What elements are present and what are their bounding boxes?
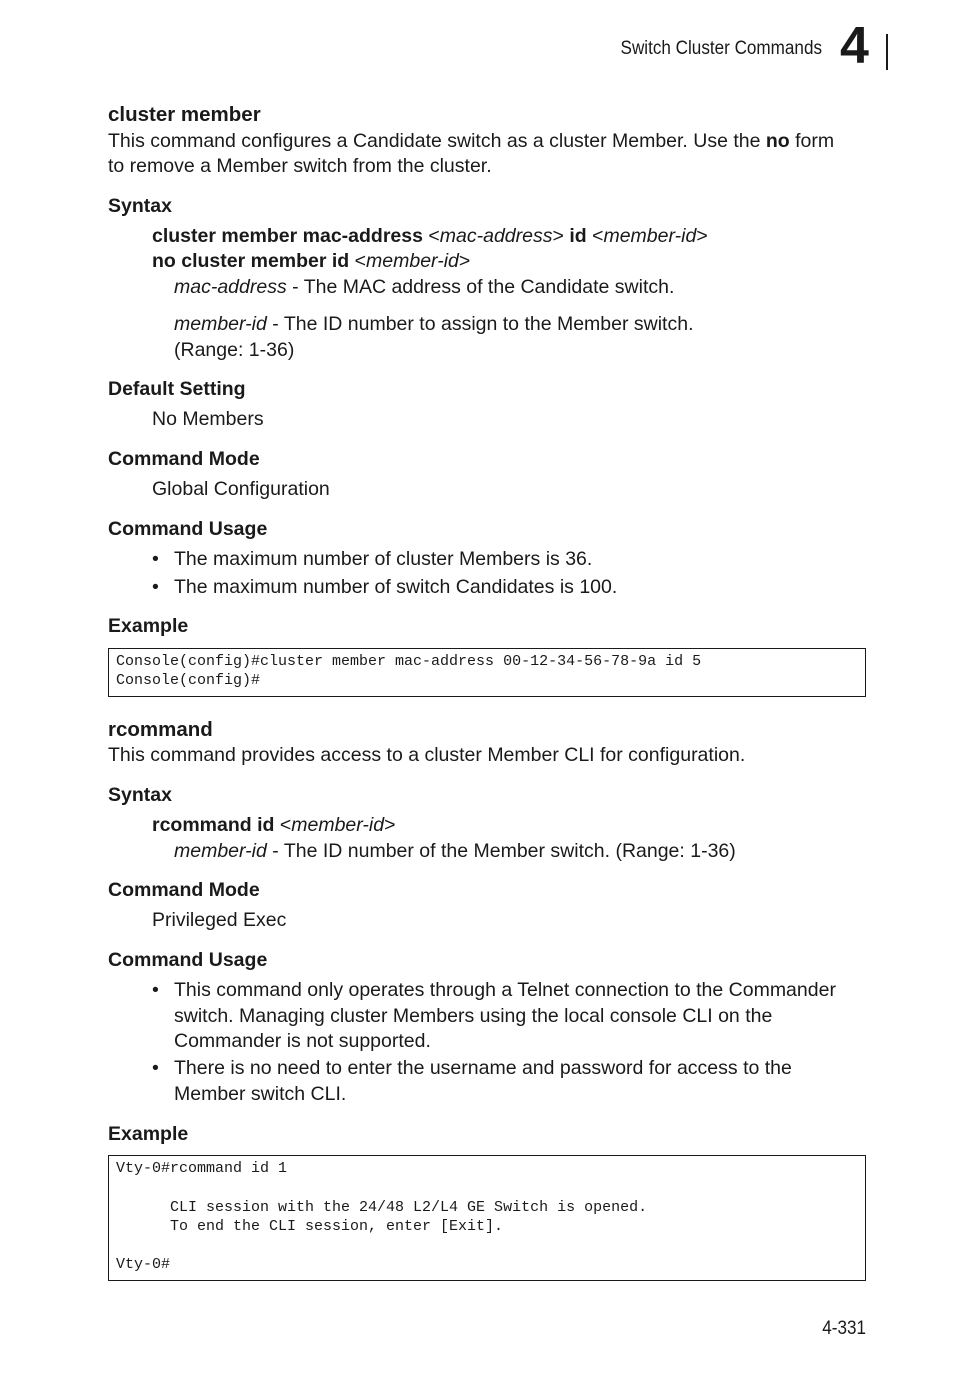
code-line: Vty-0# [116, 1256, 171, 1273]
section-title-cluster-member: cluster member [108, 103, 261, 126]
command-mode-heading: Command Mode [108, 448, 260, 470]
parameter-member-id: member-id - The ID number to assign to the Member switch. [174, 313, 694, 335]
example-heading: Example [108, 615, 189, 637]
example-heading: Example [108, 1123, 189, 1145]
syntax-heading: Syntax [108, 784, 172, 806]
code-example-box [108, 1155, 866, 1281]
usage-line: This command only operates through a Telnet connection to the Commander [174, 979, 836, 1001]
usage-line: Member switch CLI. [174, 1083, 347, 1105]
description-line-1: This command configures a Candidate switch as a cluster Member. Use the no form [108, 130, 835, 152]
default-setting-value: No Members [152, 408, 264, 430]
command-mode-heading: Command Mode [108, 879, 260, 901]
parameter-member-id-range: (Range: 1-36) [174, 339, 295, 361]
syntax-line: rcommand id <member-id> [152, 814, 396, 836]
usage-line: Commander is not supported. [174, 1030, 431, 1052]
section-title-rcommand: rcommand [108, 718, 213, 741]
command-mode-value: Privileged Exec [152, 909, 287, 931]
usage-item: The maximum number of cluster Members is 36. [174, 548, 593, 570]
usage-item: The maximum number of switch Candidates is 100. [174, 576, 618, 598]
code-line: CLI session with the 24/48 L2/L4 GE Switch is opened. [116, 1199, 648, 1216]
code-line: Console(config)#cluster member mac-address 00-12-34-56-78-9a id 5 [116, 653, 702, 670]
chapter-divider [886, 34, 888, 70]
page-number: 4-331 [822, 1318, 866, 1339]
bullet-glyph: • [152, 548, 159, 570]
default-setting-heading: Default Setting [108, 378, 246, 400]
bullet-glyph: • [152, 979, 159, 1001]
command-mode-value: Global Configuration [152, 478, 330, 500]
bullet-glyph: • [152, 576, 159, 598]
usage-line: There is no need to enter the username and password for access to the [174, 1057, 792, 1079]
command-usage-heading: Command Usage [108, 518, 268, 540]
parameter-mac-address: mac-address - The MAC address of the Candidate switch. [174, 276, 675, 298]
syntax-line-2: no cluster member id <member-id> [152, 250, 471, 272]
parameter-member-id: member-id - The ID number of the Member switch. (Range: 1-36) [174, 840, 736, 862]
chapter-number: 4 [840, 17, 869, 75]
running-header: Switch Cluster Commands [620, 38, 822, 59]
syntax-heading: Syntax [108, 195, 172, 217]
description-line: This command provides access to a cluster Member CLI for configuration. [108, 744, 746, 766]
code-line: To end the CLI session, enter [Exit]. [116, 1218, 504, 1235]
command-usage-heading: Command Usage [108, 949, 268, 971]
code-example-box [108, 648, 866, 697]
bullet-glyph: • [152, 1057, 159, 1079]
description-line-2: to remove a Member switch from the cluster. [108, 155, 492, 177]
code-line: Vty-0#rcommand id 1 [116, 1160, 288, 1177]
syntax-line-1: cluster member mac-address <mac-address> id <member-id> [152, 225, 708, 247]
usage-line: switch. Managing cluster Members using the local console CLI on the [174, 1005, 773, 1027]
code-line: Console(config)# [116, 672, 261, 689]
